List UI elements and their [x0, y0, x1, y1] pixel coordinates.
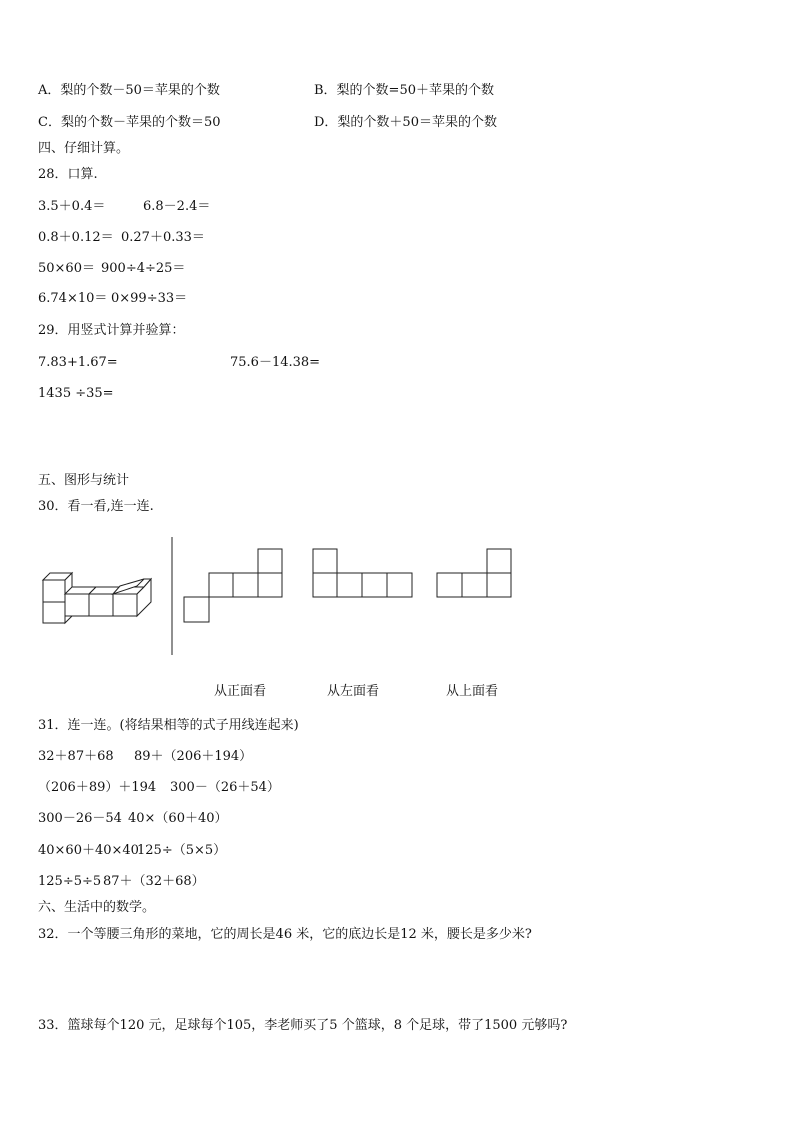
- match-expression: 40×60＋40×40: [38, 843, 139, 858]
- cube-solid: [43, 573, 151, 623]
- match-expression: 40×（60＋40）: [128, 811, 228, 826]
- question-33: 33．篮球每个120 元，足球每个105，李老师买了5 个篮球，8 个足球，带了1500 元够吗?: [38, 1018, 568, 1033]
- oral-calc-item: 0×99÷33＝: [111, 291, 188, 306]
- view-figure-1: [184, 549, 282, 622]
- oral-calc-item: 0.27＋0.33＝: [121, 230, 205, 245]
- oral-calc-item: 3.5＋0.4＝: [38, 199, 106, 214]
- question-29-label: 29．用竖式计算并验算：: [38, 323, 185, 338]
- caption-top-view: 从上面看: [446, 684, 499, 699]
- option-a: A．梨的个数－50＝苹果的个数: [38, 83, 220, 98]
- section-5-title: 五、图形与统计: [38, 473, 130, 488]
- oral-calc-item: 6.74×10＝: [38, 291, 108, 306]
- question-32: 32．一个等腰三角形的菜地，它的周长是46 米，它的底边长是12 米，腰长是多少米?: [38, 927, 532, 942]
- caption-left-view: 从左面看: [327, 684, 380, 699]
- view-figure-2: [313, 549, 412, 597]
- match-expression: 125÷（5×5）: [137, 843, 227, 858]
- match-expression: （206＋89）＋194: [38, 780, 157, 795]
- match-expression: 300－26－54: [38, 811, 122, 826]
- question-28-label: 28．口算.: [38, 167, 98, 182]
- match-expression: 87＋（32＋68）: [103, 874, 205, 889]
- section-4-title: 四、仔细计算。: [38, 141, 130, 156]
- option-b: B．梨的个数=50＋苹果的个数: [314, 83, 494, 98]
- view-figure-3: [437, 549, 511, 597]
- oral-calc-item: 900÷4÷25＝: [101, 261, 186, 276]
- match-expression: 125÷5÷5: [38, 874, 102, 889]
- section-6-title: 六、生活中的数学。: [38, 900, 156, 915]
- match-expression: 89＋（206＋194）: [134, 749, 253, 764]
- question-31-label: 31．连一连。(将结果相等的式子用线连起来): [38, 718, 299, 733]
- match-expression: 32＋87＋68: [38, 749, 114, 764]
- vertical-calc-item: 1435 ÷35=: [38, 386, 114, 401]
- oral-calc-item: 6.8－2.4＝: [143, 199, 211, 214]
- option-d: D．梨的个数＋50＝苹果的个数: [314, 115, 497, 130]
- vertical-calc-item: 75.6－14.38=: [230, 355, 321, 370]
- match-expression: 300－（26＋54）: [170, 780, 280, 795]
- vertical-calc-item: 7.83+1.67=: [38, 355, 118, 370]
- oral-calc-item: 50×60＝: [38, 261, 95, 276]
- option-c: C．梨的个数－苹果的个数＝50: [38, 115, 221, 130]
- caption-front-view: 从正面看: [214, 684, 267, 699]
- question-30-label: 30．看一看,连一连.: [38, 499, 154, 514]
- oral-calc-item: 0.8＋0.12＝: [38, 230, 114, 245]
